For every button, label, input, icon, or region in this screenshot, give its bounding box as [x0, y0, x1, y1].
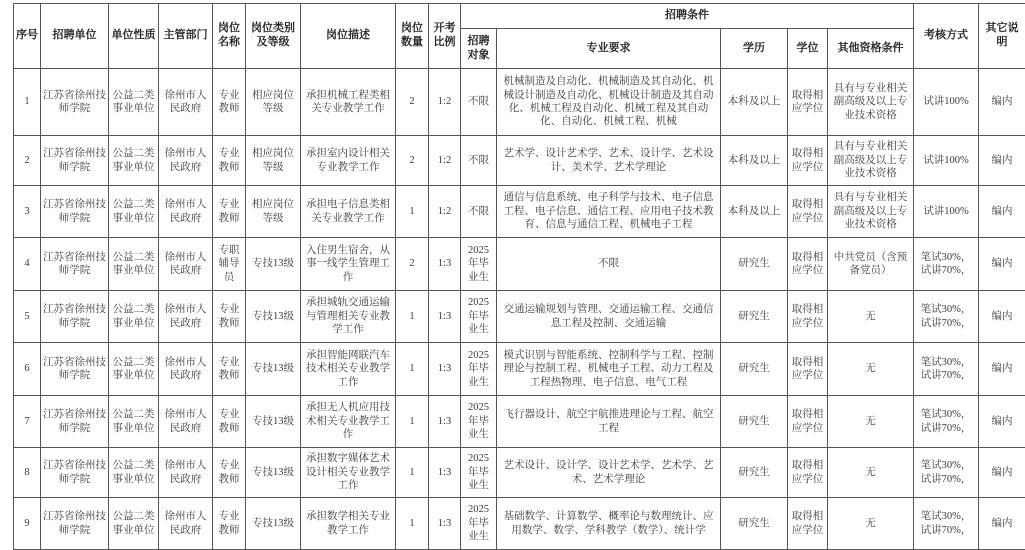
- cell-notes: 编内: [979, 238, 1025, 291]
- table-row: [14, 396, 1025, 448]
- cell-unit: 江苏省徐州技师学院: [41, 498, 109, 550]
- cell-post-desc: 承担智能网联汽车技术相关专业教学工作: [301, 343, 396, 396]
- cell-target: 2025年毕业生: [461, 343, 497, 396]
- cell-degree: 取得相应学位: [788, 396, 828, 448]
- table-row: [14, 291, 1025, 343]
- cell-dept: 徐州市人民政府: [159, 291, 213, 343]
- table-header: [14, 4, 1025, 69]
- cell-major: 机械制造及自动化、机械制造及其自动化、机械设计制造及自动化、机械设计制造及其自动化、机械工程及自动化、机械工程及其自动化、自动化、机械工程、机械: [497, 69, 721, 136]
- header-notes: 其它说明: [979, 4, 1025, 69]
- cell-post-category: 相应岗位等级: [246, 69, 301, 136]
- cell-dept: 徐州市人民政府: [159, 136, 213, 186]
- header-seq: 序号: [14, 4, 41, 69]
- cell-unit-nature: 公益二类事业单位: [109, 238, 159, 291]
- cell-assessment: 笔试30%，试讲70%，: [914, 448, 979, 498]
- cell-seq: 9: [14, 498, 41, 550]
- table-row: [14, 238, 1025, 291]
- cell-ratio: 1:2: [429, 69, 461, 136]
- cell-target: 不限: [461, 186, 497, 238]
- cell-post-desc: 承担室内设计相关专业教学工作: [301, 136, 396, 186]
- cell-notes: 编内: [979, 136, 1025, 186]
- cell-assessment: 试讲100%: [914, 136, 979, 186]
- cell-education: 本科及以上: [721, 69, 788, 136]
- cell-target: 不限: [461, 69, 497, 136]
- cell-post-category: 专技13级: [246, 448, 301, 498]
- cell-seq: 6: [14, 343, 41, 396]
- header-post-name: 岗位名称: [213, 4, 246, 69]
- cell-dept: 徐州市人民政府: [159, 396, 213, 448]
- cell-education: 研究生: [721, 498, 788, 550]
- cell-dept: 徐州市人民政府: [159, 186, 213, 238]
- cell-post-name: 专业教师: [213, 343, 246, 396]
- cell-post-desc: 承担电子信息类相关专业教学工作: [301, 186, 396, 238]
- cell-assessment: 试讲100%: [914, 69, 979, 136]
- cell-ratio: 1:3: [429, 343, 461, 396]
- cell-unit-nature: 公益二类事业单位: [109, 291, 159, 343]
- cell-unit: 江苏省徐州技师学院: [41, 136, 109, 186]
- cell-dept: 徐州市人民政府: [159, 238, 213, 291]
- cell-post-name: 专业教师: [213, 448, 246, 498]
- cell-post-desc: 承担数学相关专业教学工作: [301, 498, 396, 550]
- table-row: [14, 136, 1025, 186]
- cell-notes: 编内: [979, 186, 1025, 238]
- cell-degree: 取得相应学位: [788, 498, 828, 550]
- cell-seq: 4: [14, 238, 41, 291]
- cell-post-name: 专职辅导员: [213, 238, 246, 291]
- cell-degree: 取得相应学位: [788, 136, 828, 186]
- table-row: [14, 186, 1025, 238]
- cell-major: 艺术学、设计艺术学、艺术、设计学、艺术设计、美术学、艺术学理论: [497, 136, 721, 186]
- cell-unit: 江苏省徐州技师学院: [41, 396, 109, 448]
- cell-post-name: 专业教师: [213, 291, 246, 343]
- cell-post-name: 专业教师: [213, 69, 246, 136]
- header-post-category: 岗位类别及等级: [246, 4, 301, 69]
- cell-dept: 徐州市人民政府: [159, 448, 213, 498]
- cell-degree: 取得相应学位: [788, 291, 828, 343]
- cell-unit: 江苏省徐州技师学院: [41, 448, 109, 498]
- cell-post-desc: 承担无人机应用技术相关专业教学工作: [301, 396, 396, 448]
- cell-assessment: 笔试30%，试讲70%，: [914, 238, 979, 291]
- cell-education: 研究生: [721, 343, 788, 396]
- cell-post-desc: 承担机械工程类相关专业教学工作: [301, 69, 396, 136]
- cell-degree: 取得相应学位: [788, 343, 828, 396]
- table-row: [14, 343, 1025, 396]
- cell-post-category: 相应岗位等级: [246, 136, 301, 186]
- cell-unit: 江苏省徐州技师学院: [41, 186, 109, 238]
- cell-assessment: 试讲100%: [914, 186, 979, 238]
- cell-ratio: 1:3: [429, 498, 461, 550]
- cell-unit-nature: 公益二类事业单位: [109, 186, 159, 238]
- cell-count: 1: [396, 498, 429, 550]
- cell-education: 研究生: [721, 448, 788, 498]
- cell-major: 艺术设计、设计学、设计艺术学、艺术学、艺术、艺术学理论: [497, 448, 721, 498]
- cell-post-desc: 入住男生宿舍，从事一线学生管理工作: [301, 238, 396, 291]
- cell-ratio: 1:3: [429, 238, 461, 291]
- header-count: 岗位数量: [396, 4, 429, 69]
- cell-dept: 徐州市人民政府: [159, 343, 213, 396]
- cell-degree: 取得相应学位: [788, 186, 828, 238]
- cell-major: 通信与信息系统、电子科学与技术、电子信息工程、电子信息、通信工程、应用电子技术教育、信息与通信工程、机械电子工程: [497, 186, 721, 238]
- cell-dept: 徐州市人民政府: [159, 69, 213, 136]
- cell-unit-nature: 公益二类事业单位: [109, 448, 159, 498]
- cell-count: 2: [396, 69, 429, 136]
- cell-major: 不限: [497, 238, 721, 291]
- cell-ratio: 1:2: [429, 186, 461, 238]
- header-other: 其他资格条件: [828, 29, 914, 69]
- cell-major: 飞行器设计、航空宇航推进理论与工程、航空工程: [497, 396, 721, 448]
- table-row: [14, 69, 1025, 136]
- cell-major: 模式识别与智能系统、控制科学与工程、控制理论与控制工程、机械电子工程、动力工程及工程热物理、电子信息、电气工程: [497, 343, 721, 396]
- header-conditions-group: 招聘条件: [461, 4, 914, 29]
- cell-other: 无: [828, 448, 914, 498]
- cell-education: 研究生: [721, 291, 788, 343]
- cell-target: 2025年毕业生: [461, 396, 497, 448]
- cell-notes: 编内: [979, 448, 1025, 498]
- cell-education: 研究生: [721, 396, 788, 448]
- cell-other: 无: [828, 396, 914, 448]
- cell-notes: 编内: [979, 498, 1025, 550]
- cell-seq: 1: [14, 69, 41, 136]
- cell-notes: 编内: [979, 291, 1025, 343]
- cell-unit: 江苏省徐州技师学院: [41, 238, 109, 291]
- cell-degree: 取得相应学位: [788, 69, 828, 136]
- cell-unit: 江苏省徐州技师学院: [41, 343, 109, 396]
- cell-seq: 7: [14, 396, 41, 448]
- cell-post-category: 专技13级: [246, 498, 301, 550]
- cell-unit-nature: 公益二类事业单位: [109, 69, 159, 136]
- cell-post-category: 专技13级: [246, 291, 301, 343]
- cell-other: 无: [828, 498, 914, 550]
- cell-notes: 编内: [979, 343, 1025, 396]
- cell-unit: 江苏省徐州技师学院: [41, 69, 109, 136]
- cell-other: 中共党员（含预备党员）: [828, 238, 914, 291]
- header-degree: 学位: [788, 29, 828, 69]
- cell-post-desc: 承担数字媒体艺术设计相关专业教学工作: [301, 448, 396, 498]
- cell-post-category: 专技13级: [246, 343, 301, 396]
- cell-education: 本科及以上: [721, 186, 788, 238]
- cell-post-category: 相应岗位等级: [246, 186, 301, 238]
- cell-count: 1: [396, 396, 429, 448]
- cell-assessment: 笔试30%，试讲70%，: [914, 396, 979, 448]
- header-target: 招聘对象: [461, 29, 497, 69]
- cell-target: 2025年毕业生: [461, 238, 497, 291]
- header-unit-nature: 单位性质: [109, 4, 159, 69]
- header-education: 学历: [721, 29, 788, 69]
- table-body: [14, 69, 1025, 550]
- recruitment-table: [13, 3, 1025, 550]
- header-major: 专业要求: [497, 29, 721, 69]
- cell-ratio: 1:3: [429, 396, 461, 448]
- table-row: [14, 448, 1025, 498]
- header-assessment: 考核方式: [914, 4, 979, 69]
- cell-assessment: 笔试30%，试讲70%，: [914, 291, 979, 343]
- cell-post-category: 专技13级: [246, 238, 301, 291]
- cell-other: 具有与专业相关副高级及以上专业技术资格: [828, 186, 914, 238]
- cell-ratio: 1:2: [429, 136, 461, 186]
- header-unit: 招聘单位: [41, 4, 109, 69]
- cell-count: 1: [396, 291, 429, 343]
- cell-unit-nature: 公益二类事业单位: [109, 396, 159, 448]
- cell-other: 无: [828, 343, 914, 396]
- header-ratio: 开考比例: [429, 4, 461, 69]
- cell-education: 研究生: [721, 238, 788, 291]
- cell-ratio: 1:3: [429, 291, 461, 343]
- cell-target: 2025年毕业生: [461, 498, 497, 550]
- cell-target: 2025年毕业生: [461, 291, 497, 343]
- cell-count: 2: [396, 238, 429, 291]
- cell-major: 交通运输规划与管理、交通运输工程、交通信息工程及控制、交通运输: [497, 291, 721, 343]
- cell-notes: 编内: [979, 69, 1025, 136]
- cell-post-name: 专业教师: [213, 186, 246, 238]
- cell-target: 2025年毕业生: [461, 448, 497, 498]
- cell-seq: 3: [14, 186, 41, 238]
- cell-major: 基础数学、计算数学、概率论与数理统计、应用数学、数学、学科教学（数学）、统计学: [497, 498, 721, 550]
- cell-degree: 取得相应学位: [788, 238, 828, 291]
- cell-education: 本科及以上: [721, 136, 788, 186]
- cell-assessment: 笔试30%，试讲70%，: [914, 498, 979, 550]
- cell-post-name: 专业教师: [213, 498, 246, 550]
- cell-post-desc: 承担城轨交通运输与管理相关专业教学工作: [301, 291, 396, 343]
- cell-seq: 5: [14, 291, 41, 343]
- cell-unit-nature: 公益二类事业单位: [109, 498, 159, 550]
- cell-seq: 8: [14, 448, 41, 498]
- cell-target: 不限: [461, 136, 497, 186]
- cell-dept: 徐州市人民政府: [159, 498, 213, 550]
- cell-other: 具有与专业相关副高级及以上专业技术资格: [828, 69, 914, 136]
- cell-post-category: 专技13级: [246, 396, 301, 448]
- cell-seq: 2: [14, 136, 41, 186]
- cell-other: 无: [828, 291, 914, 343]
- cell-unit-nature: 公益二类事业单位: [109, 343, 159, 396]
- cell-count: 1: [396, 448, 429, 498]
- cell-count: 1: [396, 343, 429, 396]
- cell-unit: 江苏省徐州技师学院: [41, 291, 109, 343]
- cell-post-name: 专业教师: [213, 396, 246, 448]
- cell-unit-nature: 公益二类事业单位: [109, 136, 159, 186]
- cell-count: 1: [396, 186, 429, 238]
- table-row: [14, 498, 1025, 550]
- cell-assessment: 笔试30%，试讲70%，: [914, 343, 979, 396]
- cell-ratio: 1:3: [429, 448, 461, 498]
- cell-count: 2: [396, 136, 429, 186]
- header-row-top: [14, 4, 1025, 29]
- cell-post-name: 专业教师: [213, 136, 246, 186]
- cell-degree: 取得相应学位: [788, 448, 828, 498]
- cell-other: 具有与专业相关副高级及以上专业技术资格: [828, 136, 914, 186]
- cell-notes: 编内: [979, 396, 1025, 448]
- header-dept: 主管部门: [159, 4, 213, 69]
- header-post-desc: 岗位描述: [301, 4, 396, 69]
